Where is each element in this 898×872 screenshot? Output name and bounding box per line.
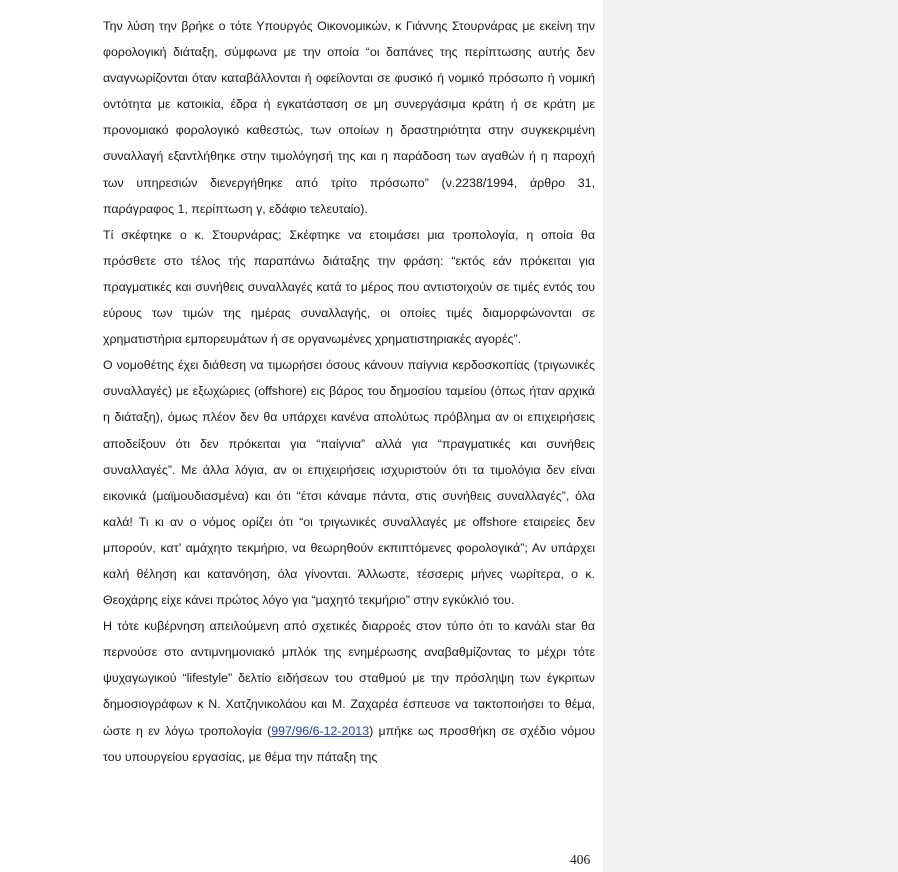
paragraph-stournaras-solution: Την λύση την βρήκε ο τότε Υπουργός Οικονομικών, κ Γιάννης Στουρνάρας με εκείνη την φορολογική διάταξη, σύμφωνα με την οποία “οι δαπάνες της περίπτωσης αυτής δεν αναγνωρίζονται όταν καταβάλλονται ή οφείλονται σε φυσικό ή νομικό πρόσωπο ή νομική οντότητα με κατοικία, έδρα ή εγκατάσταση σε μη συνεργάσιμα κράτη ή σε κράτη με προνομιακό φορολογικό καθεστώς, των οποίων η δραστηριότητα στην συγκεκριμένη συναλλαγή εξαντλήθηκε στην τιμολόγησή της και η παράδοση των αγαθών ή η παροχή των υπηρεσιών διενεργήθηκε από τρίτο πρόσωπο” (ν.2238/1994, άρθρο 31, παράγραφος 1, περίπτωση γ, εδάφιο τελευταίο). [103,19,595,216]
amendment-link[interactable]: 997/96/6-12-2013 [271,723,370,738]
paragraph-text-after-link: ) μπήκε ως προσθήκη σε σχέδιο νόμου του υπουργείου εργασίας, με θέμα την πάταξη της [103,723,596,764]
paragraph-text-before-link: Η τότε κυβέρνηση απειλούμενη από σχετικές διαρροές στον τύπο ότι το κανάλι star θα περνούσε στο αντιμνημονιακό μπλόκ της ενημέρωσης αναβαθμίζοντας το μέχρι τότε ψυχαγωγικού “lifestyle” δελτίο ειδήσεων του σταθμού με την πρόσληψη των έγκριτων δημοσιογράφων κ Ν. Χατζηνικολάου και Μ. Ζαχαρέα έσπευσε να τακτοποιήσει το θέμα, ώστε η εν λόγω τροπολογία ( [103,619,595,738]
page-number: 406 [570,852,591,867]
paragraph-amendment-thought: Τί σκέφτηκε ο κ. Στουρνάρας; Σκέφτηκε να ετοιμάσει μια τροπολογία, η οποία θα πρόσθετε στο τέλος τής παραπάνω διάταξης την φράση: “εκτός εάν πρόκειται για πραγματικές και συνήθεις συναλλαγές κατά το μέρος που αντιστοιχούν σε τιμές εντός του εύρους των τιμών της ημέρας συναλλαγής, οι οποίες τιμές διαμορφώνονται σε χρηματιστήρια εμπορευμάτων ή σε οργανωμένες χρηματιστηριακές αγορές”. [103,227,595,347]
paragraph-government-response [103,613,595,770]
document-body [103,13,595,770]
paragraph-legislator-intent: Ο νομοθέτης έχει διάθεση να τιμωρήσει όσους κάνουν παίγνια κερδοσκοπίας (τριγωνικές συναλλαγές) με εξωχώριες (offshore) εις βάρος του δημοσίου ταμείου (όπως ήταν αρχικά η διάταξη), όμως πλέον δεν θα υπάρχει κανένα απολύτως πρόβλημα αν οι επιχειρήσεις αποδείξουν ότι δεν πρόκειται για “παίγνια” αλλά για “πραγματικές και συνήθεις συναλλαγές”. Με άλλα λόγια, αν οι επιχειρήσεις ισχυριστούν ότι τα τιμολόγια δεν είναι εικονικά (μαϊμουδιασμένα) και ότι “έτσι κάναμε πάντα, στις συνήθεις συναλλαγές”, όλα καλά! Τι κι αν ο νόμος ορίζει ότι “οι τριγωνικές συναλλαγές με offshore εταιρείες δεν μπορούν, κατ’ αμάχητο τεκμήριο, να θεωρηθούν εκπιπτόμενες φορολογικά”; Αν υπάρχει καλή θέληση και κατανόηση, όλα γίνονται. Άλλωστε, τέσσερις μήνες νωρίτερα, ο κ. Θεοχάρης είχε κάνει πρώτος λόγο για “μαχητό τεκμήριο” στην εγκύκλιό του. [103,358,595,608]
